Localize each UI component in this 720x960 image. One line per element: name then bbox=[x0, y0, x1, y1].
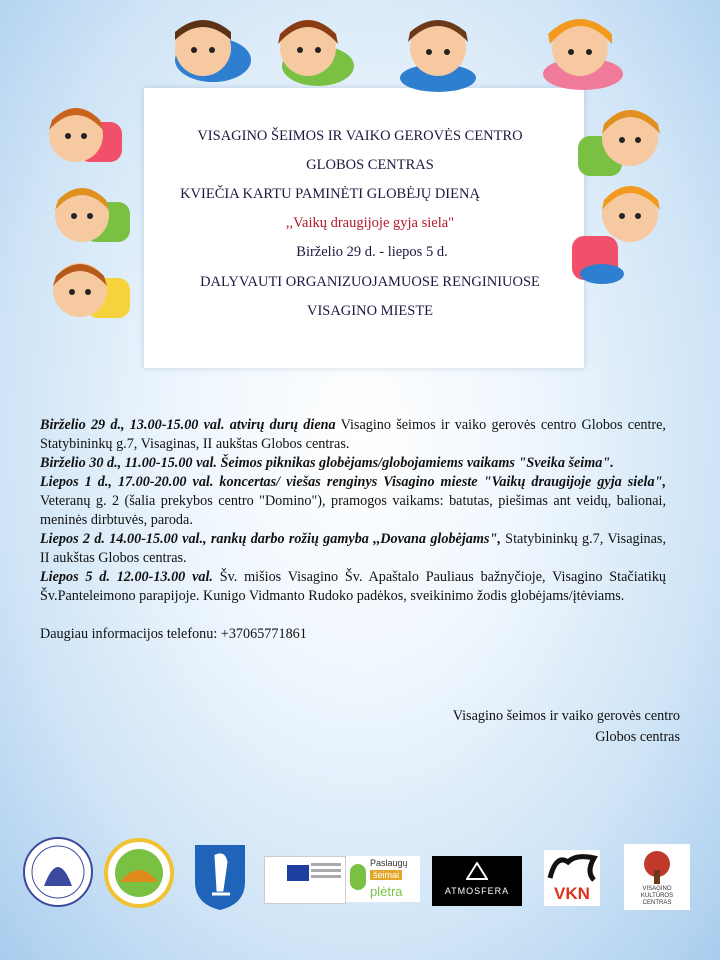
kid-face bbox=[543, 19, 623, 90]
header-quote: ,,Vaikų draugijoje gyja siela" bbox=[285, 215, 455, 231]
event-list bbox=[40, 416, 666, 644]
header-line-1: VISAGINO ŠEIMOS IR VAIKO GEROVĖS CENTRO bbox=[197, 128, 523, 144]
cat-icon bbox=[546, 852, 598, 882]
kid-face bbox=[578, 110, 660, 176]
event-item bbox=[40, 473, 666, 530]
center-logo bbox=[22, 836, 94, 908]
event-title: Liepos 5 d. 12.00-13.00 val. bbox=[40, 569, 213, 585]
signature-line-1: Visagino šeimos ir vaiko gerovės centro bbox=[452, 708, 680, 724]
slogan-mid: šeimai bbox=[370, 870, 402, 880]
event-item bbox=[40, 454, 666, 473]
header-line-6: DALYVAUTI ORGANIZUOJAMUOSE RENGINIUOSE bbox=[200, 274, 540, 290]
contact-info: Daugiau informacijos telefonu: +37065771861 bbox=[40, 626, 307, 642]
kid-face bbox=[572, 186, 660, 284]
atmosfera-logo bbox=[432, 856, 522, 906]
culture-center-logo bbox=[624, 844, 690, 910]
kid-face bbox=[175, 20, 251, 82]
visaginas-coat-of-arms bbox=[192, 842, 248, 912]
event-details: Statybininkų g.7, Visaginas, II aukštas Globos centras. bbox=[40, 531, 666, 566]
vkn-label: VKN bbox=[554, 884, 590, 903]
kid-face bbox=[49, 108, 122, 162]
header-line-2: GLOBOS CENTRAS bbox=[306, 157, 434, 173]
vkn-logo bbox=[544, 850, 600, 906]
signature bbox=[453, 706, 680, 748]
event-title: Liepos 2 d. 14.00-15.00 val., rankų darbo rožių gamyba ,,Dovana globėjams", bbox=[40, 531, 501, 547]
kid-face bbox=[400, 20, 476, 92]
event-item bbox=[40, 568, 666, 606]
family-services-icon bbox=[350, 864, 366, 890]
header-dates: Birželio 29 d. - liepos 5 d. bbox=[296, 244, 448, 260]
event-details: Veteranų g. 2 (šalia prekybos centro "Domino"), pramogos vaikams: batutas, piešimas ant veidų, balionai, meninės dirbtuvės, paroda. bbox=[40, 493, 666, 528]
tree-icon bbox=[636, 850, 678, 884]
event-title: Birželio 30 d., 11.00-15.00 val. Šeimos piknikas globėjams/globojamiems vaikams "Sveika šeima". bbox=[40, 455, 614, 471]
atmosfera-icon bbox=[466, 862, 488, 880]
eu-flag-icon bbox=[287, 865, 309, 881]
event-details: Visagino šeimos ir vaiko gerovės centro Globos centre, Statybininkų g.7, Visaginas, II aukštas Globos centras. bbox=[40, 417, 666, 452]
event-item bbox=[40, 416, 666, 454]
kids-illustration-top bbox=[118, 8, 658, 98]
header-line-7: VISAGINO MIESTE bbox=[306, 303, 434, 319]
event-details: Šv. mišios Visagino Šv. Apaštalo Pauliaus bažnyčioje, Visagino Stačiatikų Šv.Panteleimono parapijoje. Kunigo Vidmanto Rudoko padėkos, sveikinimo žodis globėjams/įtėviams. bbox=[40, 569, 667, 604]
culture-center-label: VISAGINO KULTŪROS CENTRAS bbox=[640, 886, 674, 906]
kids-illustration-right bbox=[572, 96, 672, 296]
kids-illustration-left bbox=[36, 100, 146, 340]
slogan-top: Paslaugų bbox=[370, 858, 408, 868]
slogan-bottom: plėtra bbox=[370, 884, 403, 899]
header-line-3: KVIEČIA KARTU PAMINĖTI GLOBĖJŲ DIENĄ bbox=[180, 186, 480, 202]
signature-line-2: Globos centras bbox=[595, 729, 680, 745]
kid-face bbox=[278, 20, 354, 86]
event-title: Birželio 29 d., 13.00-15.00 val. atvirų durų diena bbox=[40, 417, 336, 433]
event-title: Liepos 1 d., 17.00-20.00 val. koncertas/ viešas renginys Visagino mieste "Vaikų draugijoje gyja siela", bbox=[40, 474, 666, 490]
event-item bbox=[40, 530, 666, 568]
atmosfera-label: ATMOSFERA bbox=[444, 886, 510, 896]
kid-face bbox=[53, 263, 130, 318]
pcc-logo bbox=[104, 838, 174, 908]
family-services-logo bbox=[346, 856, 420, 902]
eu-funds-logo bbox=[264, 856, 346, 904]
